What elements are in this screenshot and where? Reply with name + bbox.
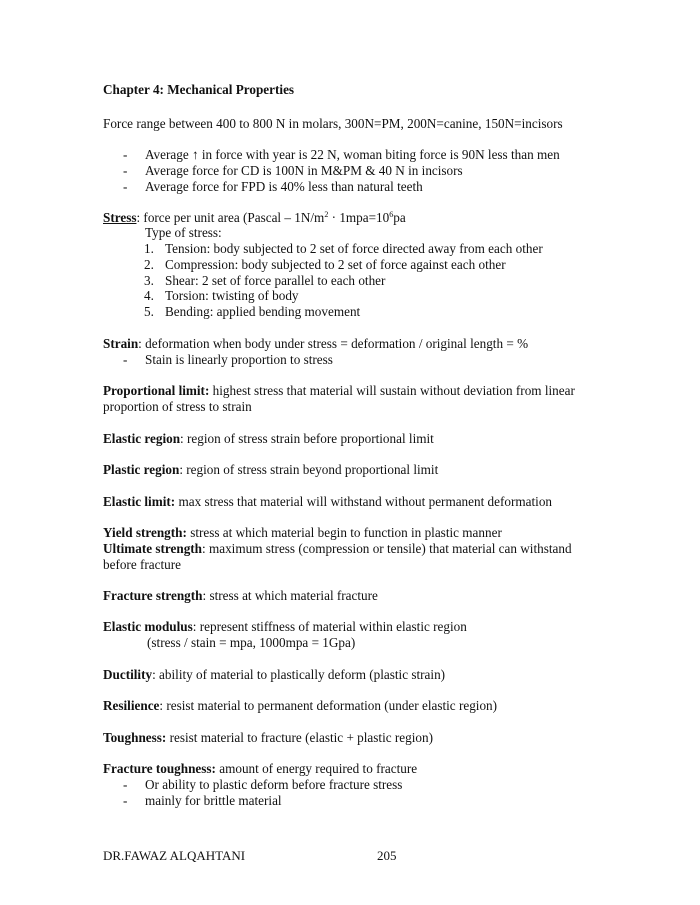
stress-types-label: Type of stress: [145,225,222,240]
list-number: 2. [144,257,154,272]
ductility-definition [103,667,445,683]
fracture-toughness-term: Fracture toughness: [103,761,216,776]
resilience-text: : resist material to permanent deformation (under elastic region) [159,698,498,713]
list-item: Average ↑ in force with year is 22 N, woman biting force is 90N less than men [145,147,560,162]
elastic-region-text: : region of stress strain before proportional limit [180,431,434,446]
list-item: Tension: body subjected to 2 set of force directed away from each other [165,241,543,256]
bullet-marker: - [123,147,128,162]
elastic-limit-term: Elastic limit: [103,494,176,509]
elastic-modulus-term: Elastic modulus [103,619,193,634]
plastic-region-definition [103,462,438,478]
stress-definition [103,210,406,226]
bullet-marker: - [123,163,128,178]
elastic-modulus-formula: (stress / stain = mpa, 1000mpa = 1Gpa) [147,635,356,650]
bullet-marker: - [123,793,128,808]
strain-def-text: : deformation when body under stress = deformation / original length = % [138,336,529,351]
fracture-toughness-definition [103,761,417,777]
proportional-limit-definition [103,383,575,399]
list-item: Stain is linearly proportion to stress [145,352,333,367]
elastic-limit-text: max stress that material will withstand without permanent deformation [175,494,553,509]
plastic-region-term: Plastic region [103,462,180,477]
list-number: 4. [144,288,154,303]
fracture-toughness-text: amount of energy required to fracture [215,761,418,776]
footer-author: DR.FAWAZ ALQAHTANI [103,848,246,863]
elastic-region-term: Elastic region [103,431,181,446]
stress-exponent: 6 [389,210,394,219]
list-number: 5. [144,304,154,319]
fracture-strength-definition [103,588,378,604]
elastic-modulus-definition [103,619,467,635]
fracture-strength-text: : stress at which material fracture [202,588,378,603]
yield-strength-text: stress at which material begin to function in plastic manner [186,525,502,540]
bullet-marker: - [123,777,128,792]
ultimate-strength-continuation: before fracture [103,557,181,572]
proportional-limit-term: Proportional limit: [103,383,210,398]
stress-def-text: pa [393,210,406,225]
strain-term: Strain [103,336,139,351]
ductility-term: Ductility [103,667,153,682]
strain-definition [103,336,528,352]
list-item: Shear: 2 set of force parallel to each other [165,273,386,288]
force-range-line: Force range between 400 to 800 N in molars, 300N=PM, 200N=canine, 150N=incisors [103,116,563,131]
toughness-definition [103,730,433,746]
list-number: 1. [144,241,154,256]
resilience-definition [103,698,497,714]
elastic-modulus-text: : represent stiffness of material within elastic region [192,619,467,634]
list-item: Bending: applied bending movement [165,304,361,319]
list-item: mainly for brittle material [145,793,282,808]
list-item: Average force for FPD is 40% less than natural teeth [145,179,423,194]
chapter-title: Chapter 4: Mechanical Properties [103,82,295,97]
proportional-limit-text: highest stress that material will sustain without deviation from linear [209,383,575,398]
bullet-marker: - [123,352,128,367]
stress-exponent: 2 [324,210,329,219]
list-item: Compression: body subjected to 2 set of force against each other [165,257,506,272]
stress-def-text: : force per unit area (Pascal – 1N/m [136,210,325,225]
list-item: Average force for CD is 100N in M&PM & 40 N in incisors [145,163,463,178]
proportional-limit-continuation: proportion of stress to strain [103,399,252,414]
ultimate-strength-term: Ultimate strength [103,541,203,556]
yield-strength-definition [103,525,502,541]
fracture-strength-term: Fracture strength [103,588,203,603]
page-number: 205 [377,848,397,863]
list-number: 3. [144,273,154,288]
toughness-term: Toughness: [103,730,167,745]
ultimate-strength-definition [103,541,572,557]
plastic-region-text: : region of stress strain beyond proportional limit [179,462,439,477]
yield-strength-term: Yield strength: [103,525,187,540]
elastic-region-definition [103,431,434,447]
resilience-term: Resilience [103,698,160,713]
stress-def-text: · 1mpa=10 [328,210,390,225]
toughness-text: resist material to fracture (elastic + plastic region) [166,730,433,745]
list-item: Or ability to plastic deform before fracture stress [145,777,403,792]
ultimate-strength-text: : maximum stress (compression or tensile) that material can withstand [202,541,572,556]
bullet-marker: - [123,179,128,194]
list-item: Torsion: twisting of body [165,288,299,303]
ductility-text: : ability of material to plastically deform (plastic strain) [152,667,446,682]
stress-term: Stress [103,210,137,225]
elastic-limit-definition [103,494,552,510]
